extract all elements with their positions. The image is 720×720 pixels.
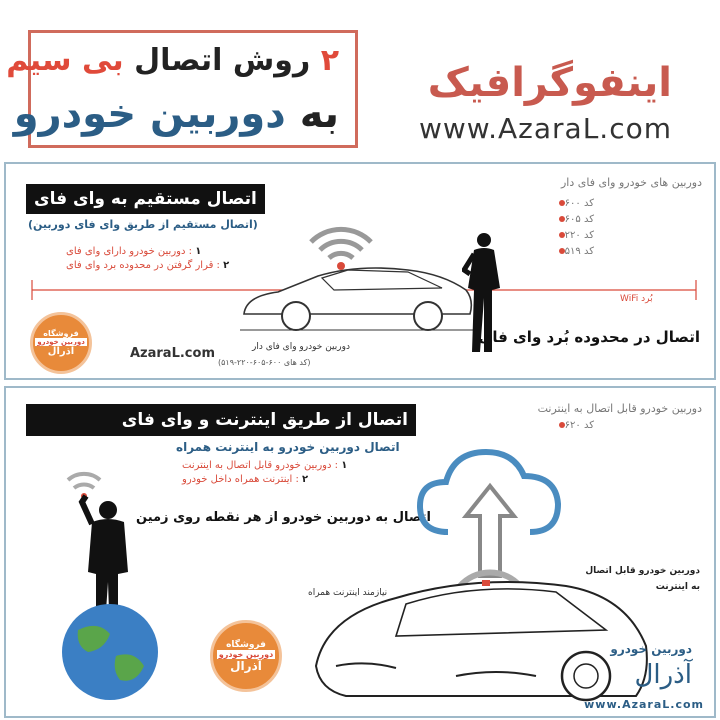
panel1-camera-codes: (کد های ۶۰۰-۶۰۵-۲۲۰-۵۱۹): [218, 358, 311, 367]
code-item: [555, 420, 594, 431]
panel2-subheading: اتصال دوربین خودرو به اینترنت همراه: [176, 440, 400, 454]
code-text: کد ۶۲۰: [564, 420, 594, 431]
panel1-site: AzaraL.com: [130, 346, 215, 361]
panel1-cameras-title: دوربین های خودرو وای فای دار: [561, 176, 702, 189]
panel2-step-1: ۱ : دوربین خودرو قابل اتصال به اینترنت: [182, 460, 348, 471]
panel2-step-2: ۲ : اینترنت همراه داخل خودرو: [182, 474, 309, 485]
car-front-illustration: [306, 556, 666, 716]
code-text: کد ۵۱۹: [564, 246, 594, 257]
stamp-bottom-text: آذرال: [47, 346, 75, 357]
panel2-cameras-title: دوربین خودرو قابل اتصال به اینترنت: [537, 402, 702, 415]
stamp-top-text: فروشگاه: [43, 329, 79, 338]
panel1-connect-text: اتصال در محدوده بُرد وای فای: [478, 328, 700, 346]
step-number: ۱: [341, 460, 348, 471]
step-number: ۱: [195, 246, 202, 257]
title-line-2: [14, 91, 339, 137]
panel2-camera-label-2: به اینترنت: [655, 582, 700, 592]
code-text: کد ۶۰۰: [564, 198, 594, 209]
panel-direct-wifi: [4, 162, 716, 380]
panel1-camera-label: دوربین خودرو وای فای دار: [252, 342, 350, 352]
code-text: کد ۶۰۵: [564, 214, 594, 225]
brand-url: www.AzaraL.com: [418, 112, 672, 145]
title-line-1: [6, 43, 339, 78]
panel1-step-1: ۱ : دوربین خودرو دارای وای فای: [66, 246, 202, 257]
panel2-camera-label-1: دوربین خودرو قابل اتصال: [585, 566, 700, 576]
wifi-range-label: بُرد WiFi: [620, 294, 653, 304]
store-stamp-logo: [210, 620, 282, 692]
title-part-b: بی سیم: [6, 43, 124, 78]
code-text: کد ۲۲۰: [564, 230, 594, 241]
step-text: قرار گرفتن در محدوده برد وای فای: [66, 260, 214, 271]
title-part-d: دوربین خودرو: [13, 91, 286, 137]
panel2-internet-need: نیازمند اینترنت همراه: [308, 588, 388, 598]
step-text: اینترنت همراه داخل خودرو: [182, 474, 293, 485]
title-part-a: روش اتصال: [134, 43, 311, 78]
store-stamp-logo: [30, 312, 92, 374]
title-number: ۲: [320, 43, 339, 78]
step-text: دوربین خودرو دارای وای فای: [66, 246, 186, 257]
panel1-heading: اتصال مستقیم به وای فای: [26, 184, 265, 214]
stamp-mid-text: دوربین خودرو: [218, 649, 274, 659]
panel2-brand-url: www.AzaraL.com: [584, 698, 704, 711]
stamp-mid-text: دوربین خودرو: [37, 338, 85, 346]
panel2-heading: اتصال از طریق اینترنت و وای فای: [26, 404, 416, 436]
step-text: دوربین خودرو قابل اتصال به اینترنت: [182, 460, 332, 471]
panel-internet-wifi: [4, 386, 716, 718]
panel2-brand-big: آذرال: [634, 660, 692, 690]
panel1-step-2: ۲ : قرار گرفتن در محدوده برد وای فای: [66, 260, 230, 271]
step-number: ۲: [302, 474, 309, 485]
stamp-top-text: فروشگاه: [226, 639, 266, 650]
stamp-bottom-text: آذرال: [230, 658, 262, 673]
step-number: ۲: [223, 260, 230, 271]
panel2-connect-text: اتصال به دوربین خودرو از هر نقطه روی زمین: [136, 510, 432, 525]
brand-title: اینفوگرافیک: [427, 60, 672, 106]
panel1-subheading: (اتصال مستقیم از طریق وای فای دوربین): [28, 218, 258, 231]
car-side-illustration: [238, 256, 478, 336]
title-box: [6, 30, 358, 148]
globe-icon: [58, 600, 162, 704]
header: [0, 0, 720, 160]
panel2-brand-small: دوربین خودرو: [610, 642, 692, 656]
title-part-c: به: [299, 91, 339, 137]
